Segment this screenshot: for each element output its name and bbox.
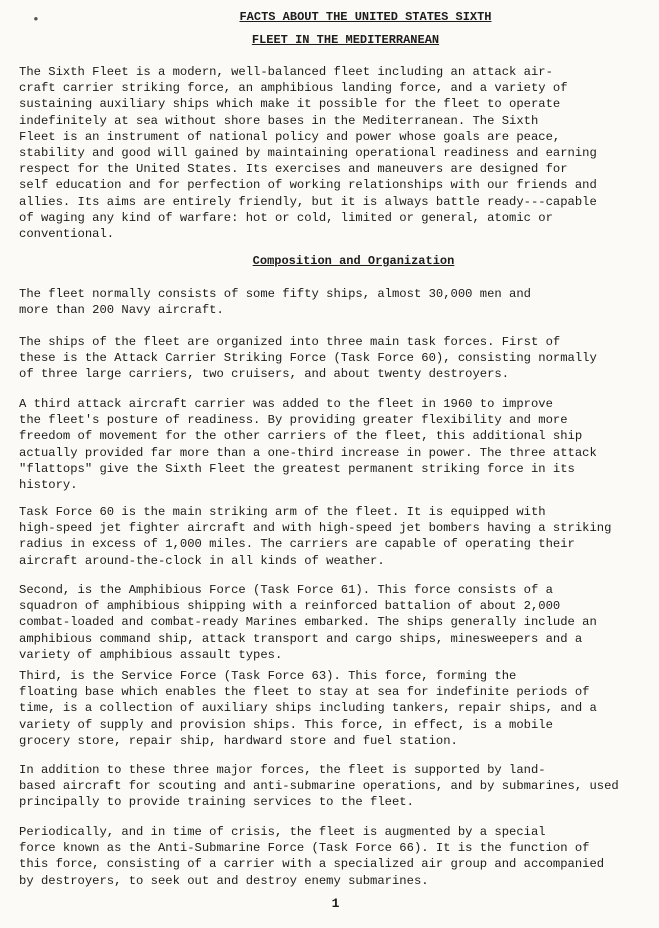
paragraph-anti-submarine: Periodically, and in time of crisis, the fleet is augmented by a special force known as the Anti-Submarine Force (Task Force 66). It is the function of this force, consisting of a carrier with a specialized air group and accompanied by destroyers, to seek out and destroy enemy submarines.: [19, 825, 605, 888]
section-heading: Composition and Organization: [252, 254, 455, 268]
paragraph-intro: The Sixth Fleet is a modern, well-balanced fleet including an attack air- craft carrier striking force, an amphibious landing force, and a variety of sustaining auxiliary ships which make it possible for the fleet to operate indefinitely at sea without shore bases in the Mediterranean. The Sixth Fleet is an instrument of national policy and power whose goals are peace, stability and good will gained by maintaining operational readiness and earning respect for the United States. Its exercises and maneuvers are designed for self education and for perfection of working relationships with our friends and allies. Its aims are entirely friendly, but it is always battle ready---capable of waging any kind of warfare: hot or cold, limited or general, atomic or conventional.: [19, 65, 597, 242]
paragraph-third-carrier: A third attack aircraft carrier was added to the fleet in 1960 to improve the fleet's posture of readiness. By providing greater flexibility and more freedom of movement for the other carriers of the fleet, this additional ship actually provided far more than a one-third increase in power. The three attack "flattops" give the Sixth Fleet the greatest permanent striking force in its history.: [19, 397, 597, 493]
margin-mark: •: [32, 12, 40, 27]
page-number: 1: [331, 896, 340, 911]
paragraph-service-force: Third, is the Service Force (Task Force 63). This force, forming the floating base which enables the fleet to stay at sea for indefinite periods of time, is a collection of auxiliary ships including tankers, repair ships, and a variety of supply and provision ships. This force, in effect, is a mobile grocery store, repair ship, hardward store and fuel station.: [19, 669, 597, 748]
paragraph-amphibious-force: Second, is the Amphibious Force (Task Force 61). This force consists of a squadron of amphibious shipping with a reinforced battalion of about 2,000 combat-loaded and combat-ready Marines embarked. The ships generally include an amphibious command ship, attack transport and cargo ships, minesweepers and a variety of amphibious assault types.: [19, 583, 597, 662]
document-title-line-1: FACTS ABOUT THE UNITED STATES SIXTH: [239, 10, 492, 24]
paragraph-support: In addition to these three major forces, the fleet is supported by land- based aircraft for scouting and anti-submarine operations, and by submarines, used principally to provide training services to the fleet.: [19, 763, 619, 810]
document-title-line-2: FLEET IN THE MEDITERRANEAN: [251, 33, 440, 47]
paragraph-task-forces: The ships of the fleet are organized into three main task forces. First of these is the Attack Carrier Striking Force (Task Force 60), consisting normally of three large carriers, two cruisers, and about twenty destroyers.: [19, 335, 597, 382]
paragraph-fleet-size: The fleet normally consists of some fifty ships, almost 30,000 men and more than 200 Navy aircraft.: [19, 287, 531, 318]
paragraph-task-force-60: Task Force 60 is the main striking arm of the fleet. It is equipped with high-speed jet fighter aircraft and with high-speed jet bombers having a striking radius in excess of 1,000 miles. The carriers are capable of operating their aircraft around-the-clock in all kinds of weather.: [19, 505, 612, 568]
